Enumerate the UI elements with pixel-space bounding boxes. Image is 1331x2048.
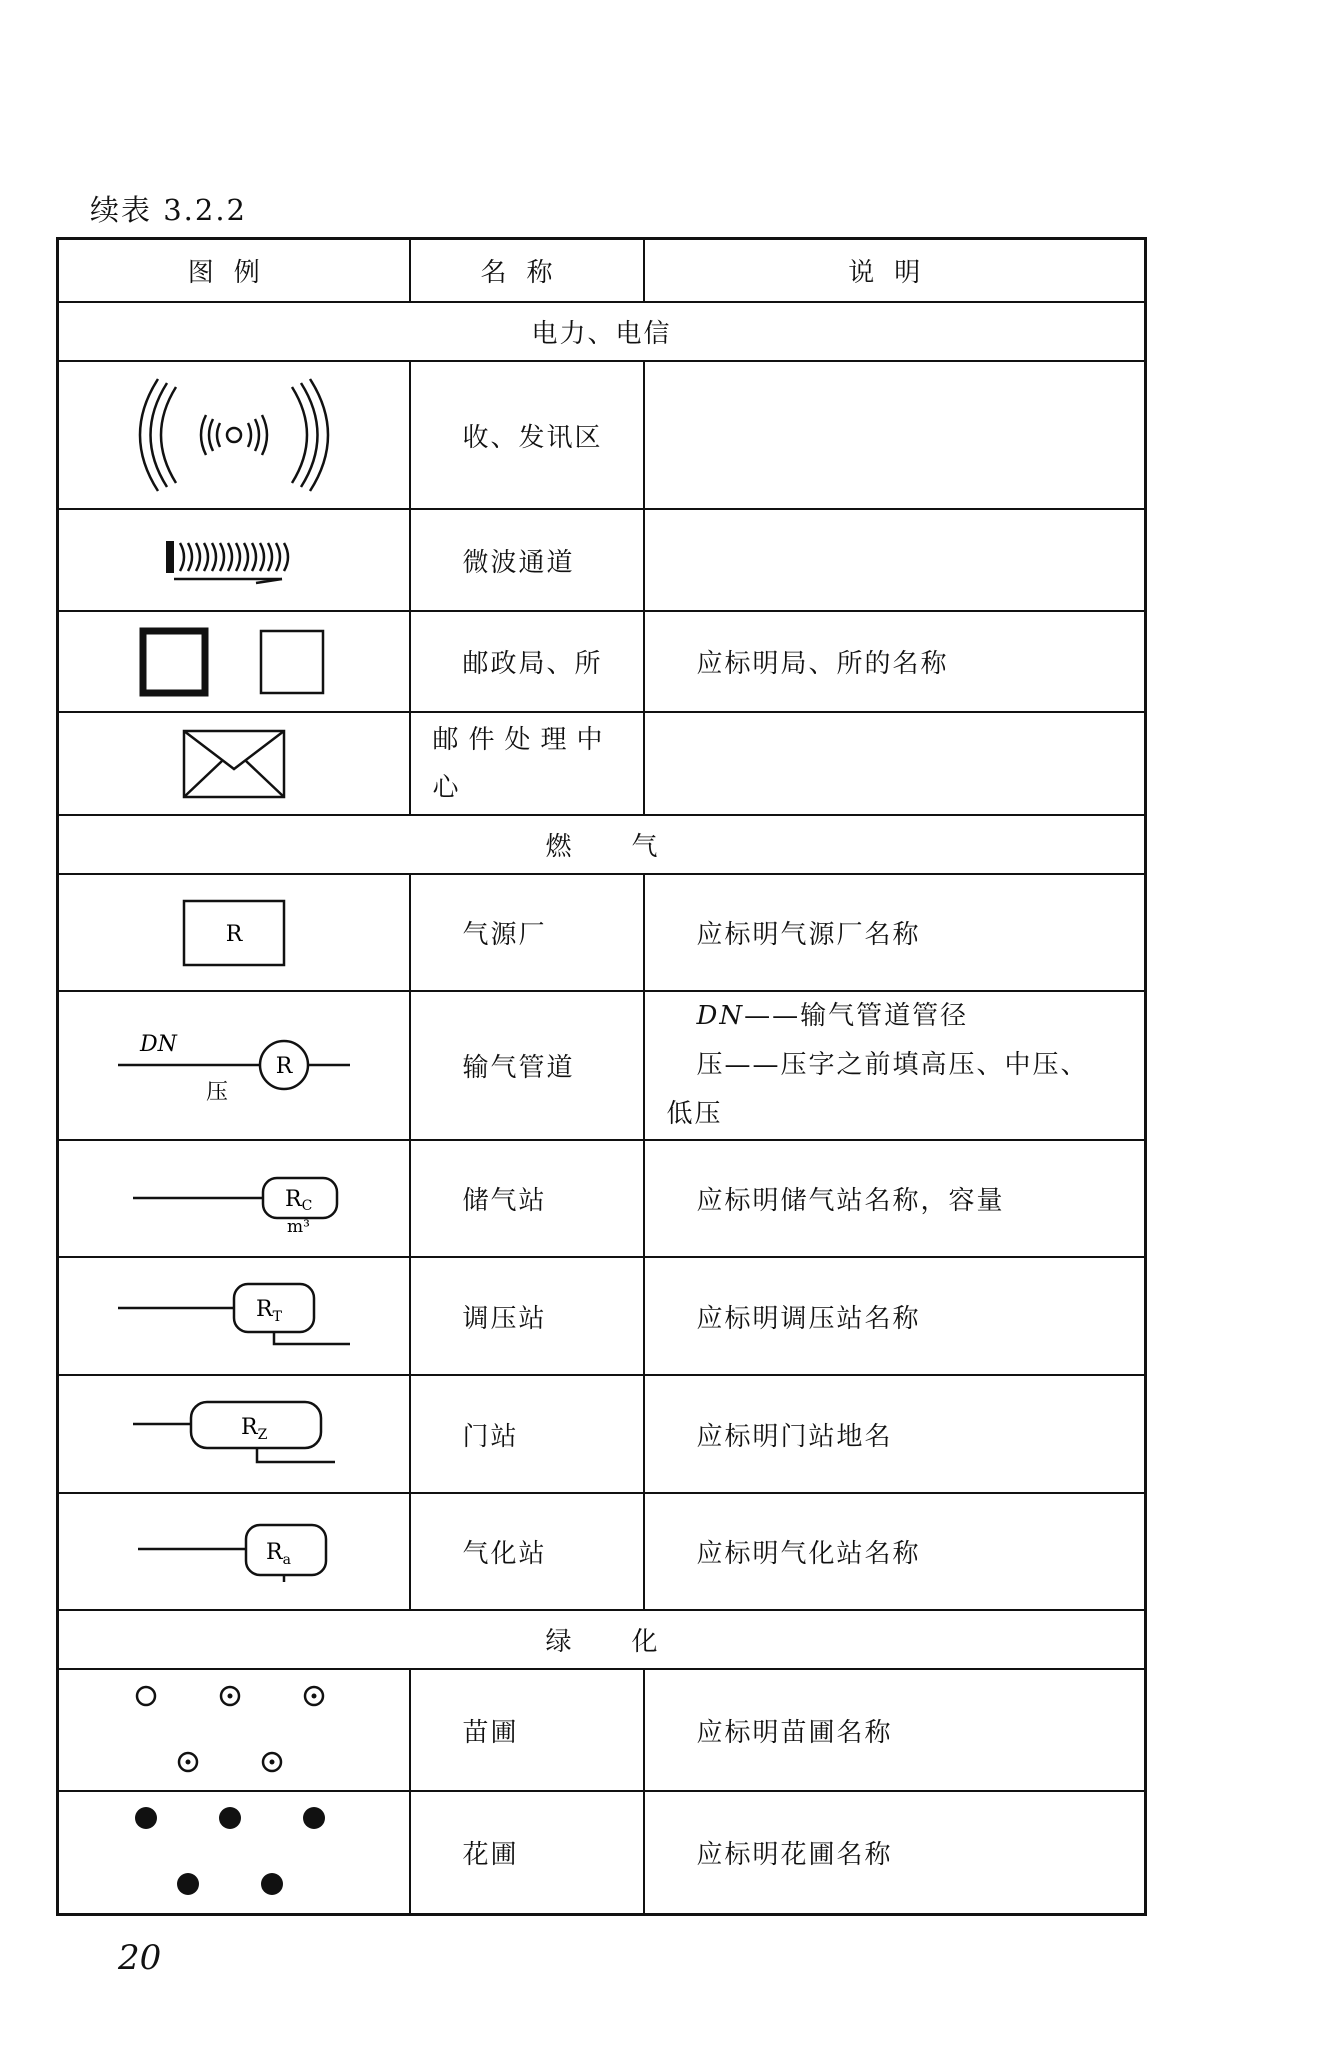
- pressure-regulating-station-icon: [114, 1276, 354, 1356]
- row-name: 气源厂: [410, 874, 644, 991]
- table-row: [58, 712, 1146, 815]
- table-row: [58, 1669, 1146, 1791]
- row-name: 邮政局、所: [410, 611, 644, 712]
- header-name: 名称: [410, 239, 644, 303]
- row-name: 调压站: [410, 1257, 644, 1375]
- row-name: 花圃: [410, 1791, 644, 1914]
- microwave-channel-icon: [164, 533, 304, 587]
- table-row: [58, 509, 1146, 611]
- page-number: 20: [118, 1938, 162, 1978]
- row-description: 应标明局、所的名称: [644, 611, 1146, 712]
- row-name: 门站: [410, 1375, 644, 1493]
- header-legend: 图例: [58, 239, 410, 303]
- table-row: [58, 874, 1146, 991]
- row-name: 气化站: [410, 1493, 644, 1610]
- symbol-label: $R_Z$: [240, 1415, 268, 1443]
- symbol-label: $R_a$: [265, 1539, 291, 1568]
- table-row: [58, 1493, 1146, 1610]
- row-description: 应标明气源厂名称: [644, 874, 1146, 991]
- row-description: 应标明花圃名称: [644, 1791, 1146, 1914]
- row-description: [644, 712, 1146, 815]
- symbol-label: RC: [284, 1186, 313, 1214]
- section-title-gas: 燃气: [58, 815, 1146, 874]
- row-description: 应标明苗圃名称: [644, 1669, 1146, 1791]
- description-dn: DN: [696, 1001, 745, 1031]
- gas-pipeline-icon: [114, 1011, 354, 1121]
- row-description: [644, 509, 1146, 611]
- table-row: [58, 1791, 1146, 1914]
- nursery-icon: [134, 1682, 334, 1778]
- symbol-bottom-label: 压: [205, 1079, 228, 1105]
- table-caption: 续表 3.2.2: [90, 193, 248, 227]
- gas-source-plant-icon: [182, 899, 286, 967]
- symbol-top-label: DN: [139, 1031, 177, 1057]
- header-description: 说明: [644, 239, 1146, 303]
- section-row-gas: [58, 815, 1146, 874]
- gate-station-icon: [129, 1394, 339, 1474]
- mail-processing-center-icon: [182, 729, 286, 799]
- row-name: 输气管道: [410, 991, 644, 1140]
- table-row: [58, 1140, 1146, 1257]
- symbol-unit: m³: [286, 1216, 310, 1237]
- section-title-greening: 绿化: [58, 1610, 1146, 1669]
- row-name: 苗圃: [410, 1669, 644, 1791]
- description-line-1: DN——输气管道管径: [696, 1001, 969, 1031]
- section-row-power: [58, 302, 1146, 361]
- table-row: [58, 1257, 1146, 1375]
- symbol-label: R: [275, 1053, 293, 1079]
- flower-nursery-icon: [134, 1804, 334, 1900]
- table-header-row: [58, 239, 1146, 303]
- row-description: 应标明门站地名: [644, 1375, 1146, 1493]
- row-name: 储气站: [410, 1140, 644, 1257]
- symbol-label: R: [225, 921, 243, 947]
- description-line-3: 低压: [666, 1099, 723, 1129]
- table-row: [58, 991, 1146, 1140]
- row-name: 邮件处理中心: [410, 712, 644, 815]
- section-title-power: 电力、电信: [58, 302, 1146, 361]
- row-description: [644, 361, 1146, 509]
- table-row: [58, 361, 1146, 509]
- legend-table: [56, 237, 1147, 1916]
- row-description: 应标明调压站名称: [644, 1257, 1146, 1375]
- row-description: 应标明储气站名称，容量: [644, 1140, 1146, 1257]
- gas-storage-station-icon: [129, 1164, 339, 1237]
- post-office-icon: [139, 627, 329, 697]
- row-name: 收、发讯区: [410, 361, 644, 509]
- row-description: 应标明气化站名称: [644, 1493, 1146, 1610]
- table-row: [58, 611, 1146, 712]
- row-name: 微波通道: [410, 509, 644, 611]
- section-row-greening: [58, 1610, 1146, 1669]
- transmit-receive-area-icon: [134, 375, 334, 495]
- gasification-station-icon: [134, 1519, 334, 1585]
- table-row: [58, 1375, 1146, 1493]
- description-line-2: 压——压字之前填高压、中压、: [696, 1050, 1089, 1080]
- symbol-label: $R_T$: [255, 1297, 282, 1325]
